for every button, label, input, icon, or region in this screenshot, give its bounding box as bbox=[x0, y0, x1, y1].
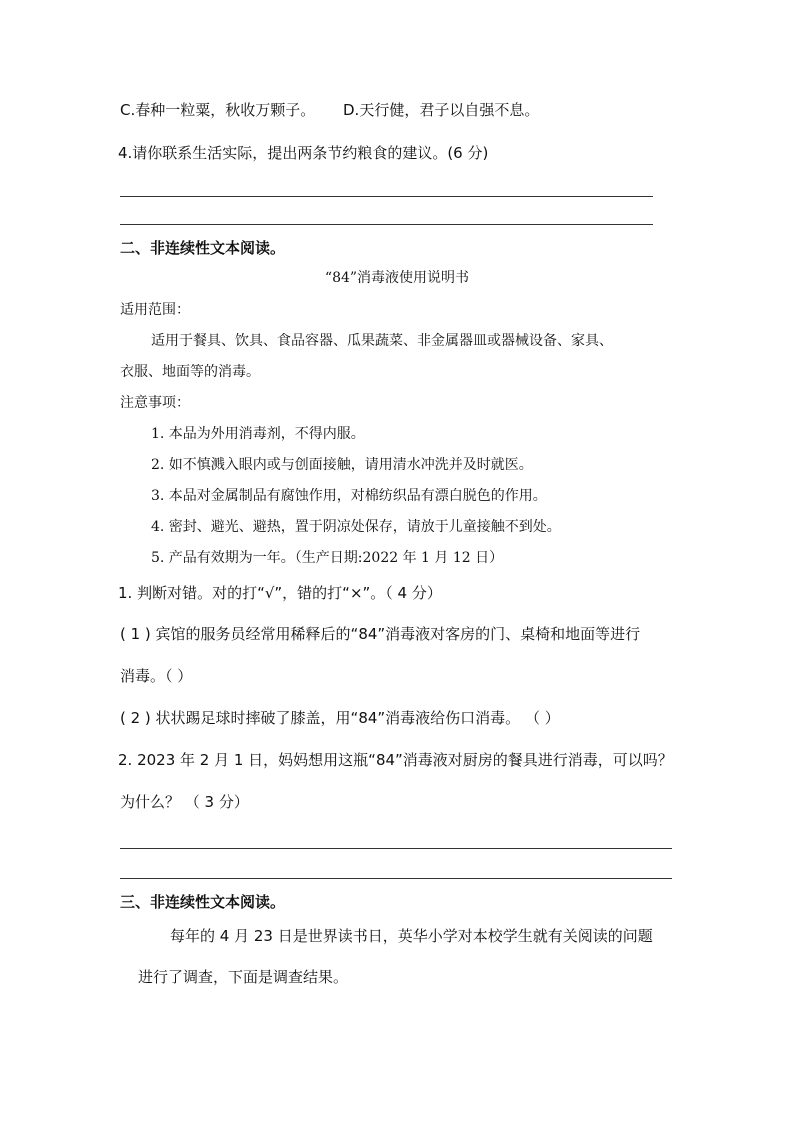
answer-line bbox=[120, 848, 672, 849]
question-2-line-2: 为什么？ （ 3 分） bbox=[120, 793, 249, 811]
answer-line bbox=[120, 224, 653, 225]
answer-line bbox=[120, 878, 672, 879]
document-title: “84”消毒液使用说明书 bbox=[324, 270, 470, 286]
section-2-heading: 二、非连续性文本阅读。 bbox=[120, 239, 286, 257]
section-3-paragraph-line-1: 每年的 4 月 23 日是世界读书日，英华小学对本校学生就有关阅读的问题 bbox=[170, 927, 653, 945]
question-4: 4.请你联系生活实际，提出两条节约粮食的建议。(6 分) bbox=[118, 144, 489, 162]
option-c: C.春种一粒粟，秋收万颗子。 bbox=[120, 101, 316, 119]
note-item: 2. 如不慎溅入眼内或与创面接触，请用清水冲洗并及时就医。 bbox=[151, 457, 533, 473]
scope-label: 适用范围： bbox=[120, 302, 190, 318]
question-2-line-1: 2. 2023 年 2 月 1 日，妈妈想用这瓶“84”消毒液对厨房的餐具进行消毒，可以吗？ bbox=[118, 751, 673, 769]
option-d: D.天行健，君子以自强不息。 bbox=[343, 101, 540, 119]
section-3-heading: 三、非连续性文本阅读。 bbox=[120, 893, 286, 911]
note-item: 4. 密封、避光、避热，置于阴凉处保存，请放于儿童接触不到处。 bbox=[151, 519, 561, 535]
q1-item-1-line-2: 消毒。（ ） bbox=[120, 667, 193, 685]
section-3-paragraph-line-2: 进行了调查，下面是调查结果。 bbox=[138, 968, 349, 986]
q1-item-2: ( 2 ) 状状踢足球时摔破了膝盖，用“84”消毒液给伤口消毒。 （ ） bbox=[120, 709, 560, 727]
answer-line bbox=[120, 196, 653, 197]
question-1: 1. 判断对错。对的打“√”，错的打“×”。（ 4 分） bbox=[118, 584, 442, 602]
note-item: 3. 本品对金属制品有腐蚀作用，对棉纺织品有漂白脱色的作用。 bbox=[151, 488, 547, 504]
note-item: 5. 产品有效期为一年。（生产日期:2022 年 1 月 12 日） bbox=[151, 550, 504, 566]
scope-text-line-2: 衣服、地面等的消毒。 bbox=[120, 364, 260, 380]
scope-text-line-1: 适用于餐具、饮具、食品容器、瓜果蔬菜、非金属器皿或器械设备、家具、 bbox=[151, 333, 613, 349]
q1-item-1-line-1: ( 1 ) 宾馆的服务员经常用稀释后的“84”消毒液对客房的门、桌椅和地面等进行 bbox=[120, 625, 641, 643]
notes-label: 注意事项： bbox=[120, 395, 190, 411]
note-item: 1. 本品为外用消毒剂，不得内服。 bbox=[151, 426, 365, 442]
